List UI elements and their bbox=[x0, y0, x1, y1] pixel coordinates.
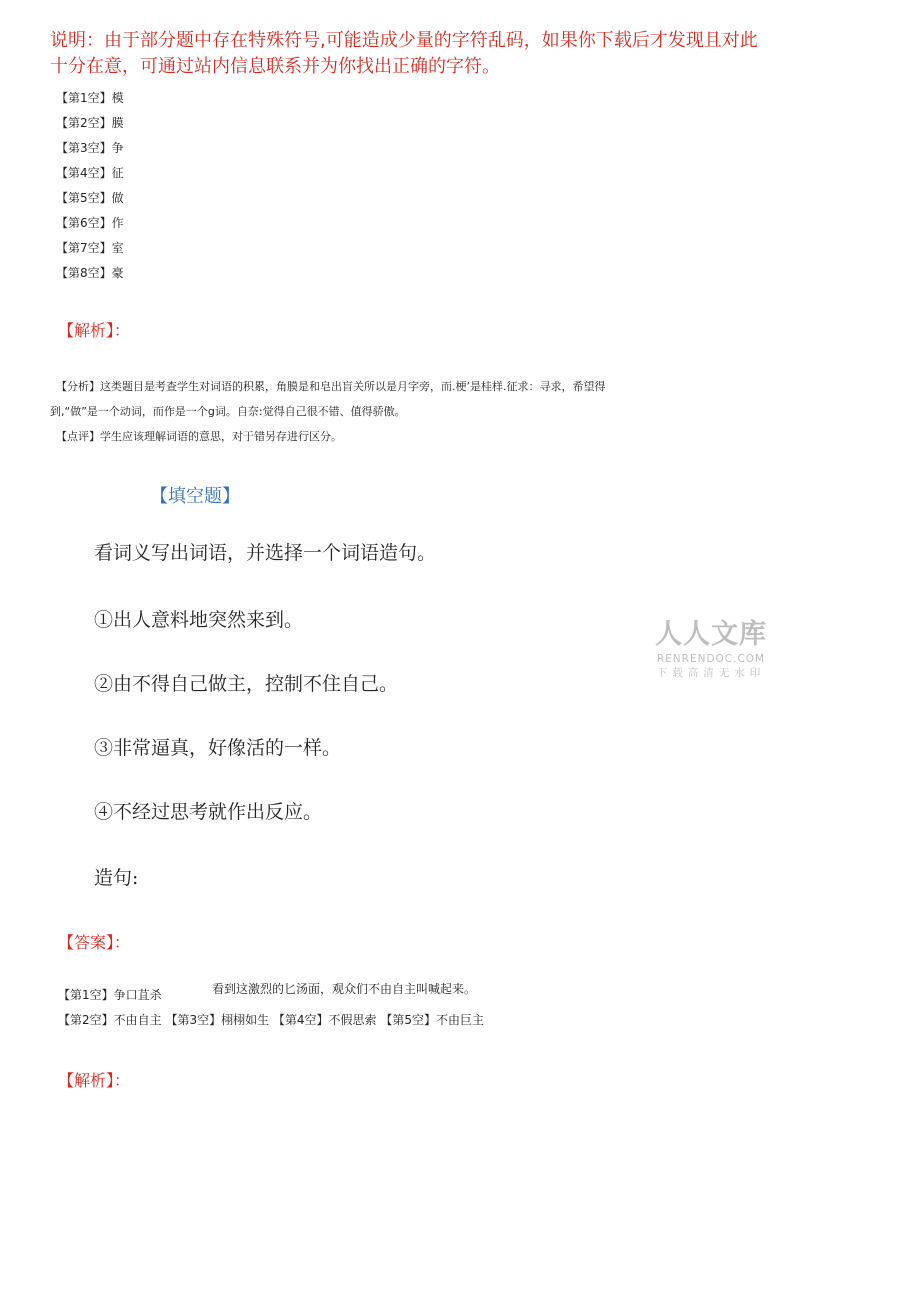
question-item-4: ④不经过思考就作出反应。 bbox=[94, 801, 323, 823]
analysis-heading-1: 【解析】： bbox=[58, 321, 131, 340]
question-item-3: ③非常逼真，好像活的一样。 bbox=[94, 737, 342, 759]
sentence-label: 造句: bbox=[94, 867, 139, 889]
analysis-text bbox=[50, 374, 750, 449]
question-prompt: 看词义写出词语，并选择一个词语造句。 bbox=[94, 542, 437, 564]
blank-answer-2: 【第2空】膜 bbox=[56, 116, 124, 130]
blank-answer-6: 【第6空】作 bbox=[56, 216, 124, 230]
answer-blank-1: 【第1空】争口苴杀 bbox=[58, 988, 162, 1002]
answer-blanks-2-to-5: 【第2空】不由自主 【第3空】栩栩如生 【第4空】不假思索 【第5空】不由巨主 bbox=[58, 1013, 484, 1027]
blank-answer-1: 【第1空】模 bbox=[56, 91, 124, 105]
notice-banner bbox=[50, 28, 850, 80]
answer-heading: 【答案】： bbox=[58, 933, 131, 952]
watermark-domain: RENRENDOC.COM bbox=[656, 653, 766, 665]
notice-line-1: 说明：由于部分题中存在特殊符号,可能造成少量的字符乱码，如果你下载后才发现且对此 bbox=[50, 30, 758, 51]
watermark-logo bbox=[646, 618, 776, 680]
analysis-line-1: 【分析】这类题目是考查学生对词语的积累，角膜是和皂出盲关所以是月字旁，而.梗’是桂样.征求：寻求，希望得 bbox=[56, 380, 606, 393]
watermark-tagline: 下载高清无水印 bbox=[656, 667, 766, 679]
question-item-2: ②由不得自己做主，控制不住自己。 bbox=[94, 673, 399, 695]
blank-answer-7: 【第7空】室 bbox=[56, 241, 124, 255]
analysis-line-3: 【点评】学生应该理解词语的意思，对于错另存进行区分。 bbox=[56, 430, 342, 443]
section-heading: 【填空题】 bbox=[150, 486, 240, 507]
analysis-line-2: 到,“做”是一个动词，而作是一个g词。自奈:觉得自己很不错、值得骄傲。 bbox=[50, 405, 406, 418]
blank-answer-5: 【第5空】做 bbox=[56, 191, 124, 205]
blank-answer-4: 【第4空】征 bbox=[56, 166, 124, 180]
blank-answer-3: 【第3空】争 bbox=[56, 141, 124, 155]
notice-line-2: 十分在意，可通过站内信息联系并为你找出正确的字符。 bbox=[50, 56, 500, 77]
watermark-title: 人人文库 bbox=[655, 619, 767, 650]
analysis-heading-2: 【解析】： bbox=[58, 1071, 131, 1090]
blank-answer-8: 【第8空】豪 bbox=[56, 266, 124, 280]
blank-answer-list bbox=[56, 86, 124, 286]
answer-example-sentence: 看到这激烈的匕汤面，观众们不由自主叫喊起来。 bbox=[212, 982, 477, 996]
question-item-1: ①出人意料地突然来到。 bbox=[94, 609, 304, 631]
